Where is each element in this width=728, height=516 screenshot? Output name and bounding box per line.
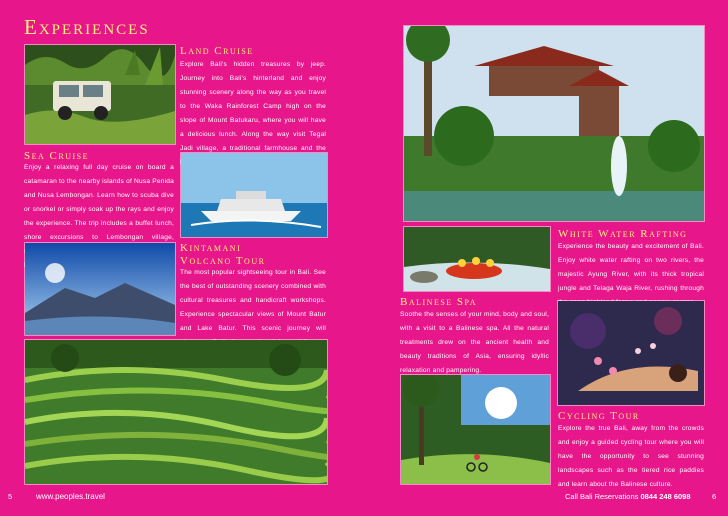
volcano-lake-photo xyxy=(24,242,176,336)
website-link[interactable]: www.peoples.travel xyxy=(36,492,105,501)
white-water-text: Experience the beauty and excitement of Bali. Enjoy white water rafting on two rivers, the majestic Ayung River, with its thick tropical jungle and Telaga Waja River, rushing through xyxy=(558,243,704,292)
cycling-text: Explore the true Bali, away from the crowds and enjoy a guided cycling tour where you will have the opportunity to see stunning landscapes such as the tiered rice paddies and learn about the Balinese culture. xyxy=(558,425,704,488)
page-number-right: 6 xyxy=(712,492,717,501)
page-number-left: 5 xyxy=(8,492,13,501)
spa-photo xyxy=(557,300,705,406)
reservations-phone[interactable]: 0844 248 6098 xyxy=(640,492,691,501)
land-cruise-text: Explore Bali's hidden treasures by jeep. Journey into Bali's hinterland and enjoy stunning scenery along the way as you travel to the Waka Rainforest Camp high on the slope of Mount Batukaru, where you will have a delicious lunch. Along the way visit Tegal Jadi village, a traditional farmhouse and the xyxy=(180,61,326,152)
rafting-photo xyxy=(403,226,551,292)
sea-cruise-heading: Sea Cruise xyxy=(24,150,89,162)
page-title: Experiences xyxy=(24,15,150,39)
jeep-photo xyxy=(24,44,176,145)
temple-photo xyxy=(403,25,705,222)
reservations-label: Call Bali Reservations xyxy=(565,492,639,501)
cycling-photo xyxy=(400,374,551,485)
cycling-heading: Cycling Tour xyxy=(558,410,640,422)
catamaran-photo xyxy=(180,152,328,238)
land-cruise-heading: Land Cruise xyxy=(180,45,254,57)
kintamani-text: The most popular sightseeing tour in Bali. See the best of outstanding scenery combined with cultural treasures and handicraft workshops. Experience spectacular views of Mount Batur and Lake Batur. This scenic journey will xyxy=(180,269,326,332)
reservations-line xyxy=(565,492,691,501)
balinese-spa-heading: Balinese Spa xyxy=(400,296,478,308)
white-water-heading: White Water Rafting xyxy=(558,228,688,240)
balinese-spa-text: Soothe the senses of your mind, body and soul, with a visit to a Balinese spa. All the natural treatments drew on the ancient health and beauty traditions of Asia, ensuring idyllic relaxation and pampering. xyxy=(400,311,549,374)
kintamani-heading-line1: Kintamani xyxy=(180,242,242,254)
rice-terraces-photo xyxy=(24,339,328,485)
sea-cruise-text: Enjoy a relaxing full day cruise on board a catamaran to the nearby islands of Nusa Penida and Nusa Lembongan. Learn how to scuba dive or snorkel or simply soak up the rays and enjoy the experience. The trip includes a buffet lunch, shore excursions to Lembongan village, xyxy=(24,164,174,241)
kintamani-heading-line2: Volcano Tour xyxy=(180,255,266,267)
